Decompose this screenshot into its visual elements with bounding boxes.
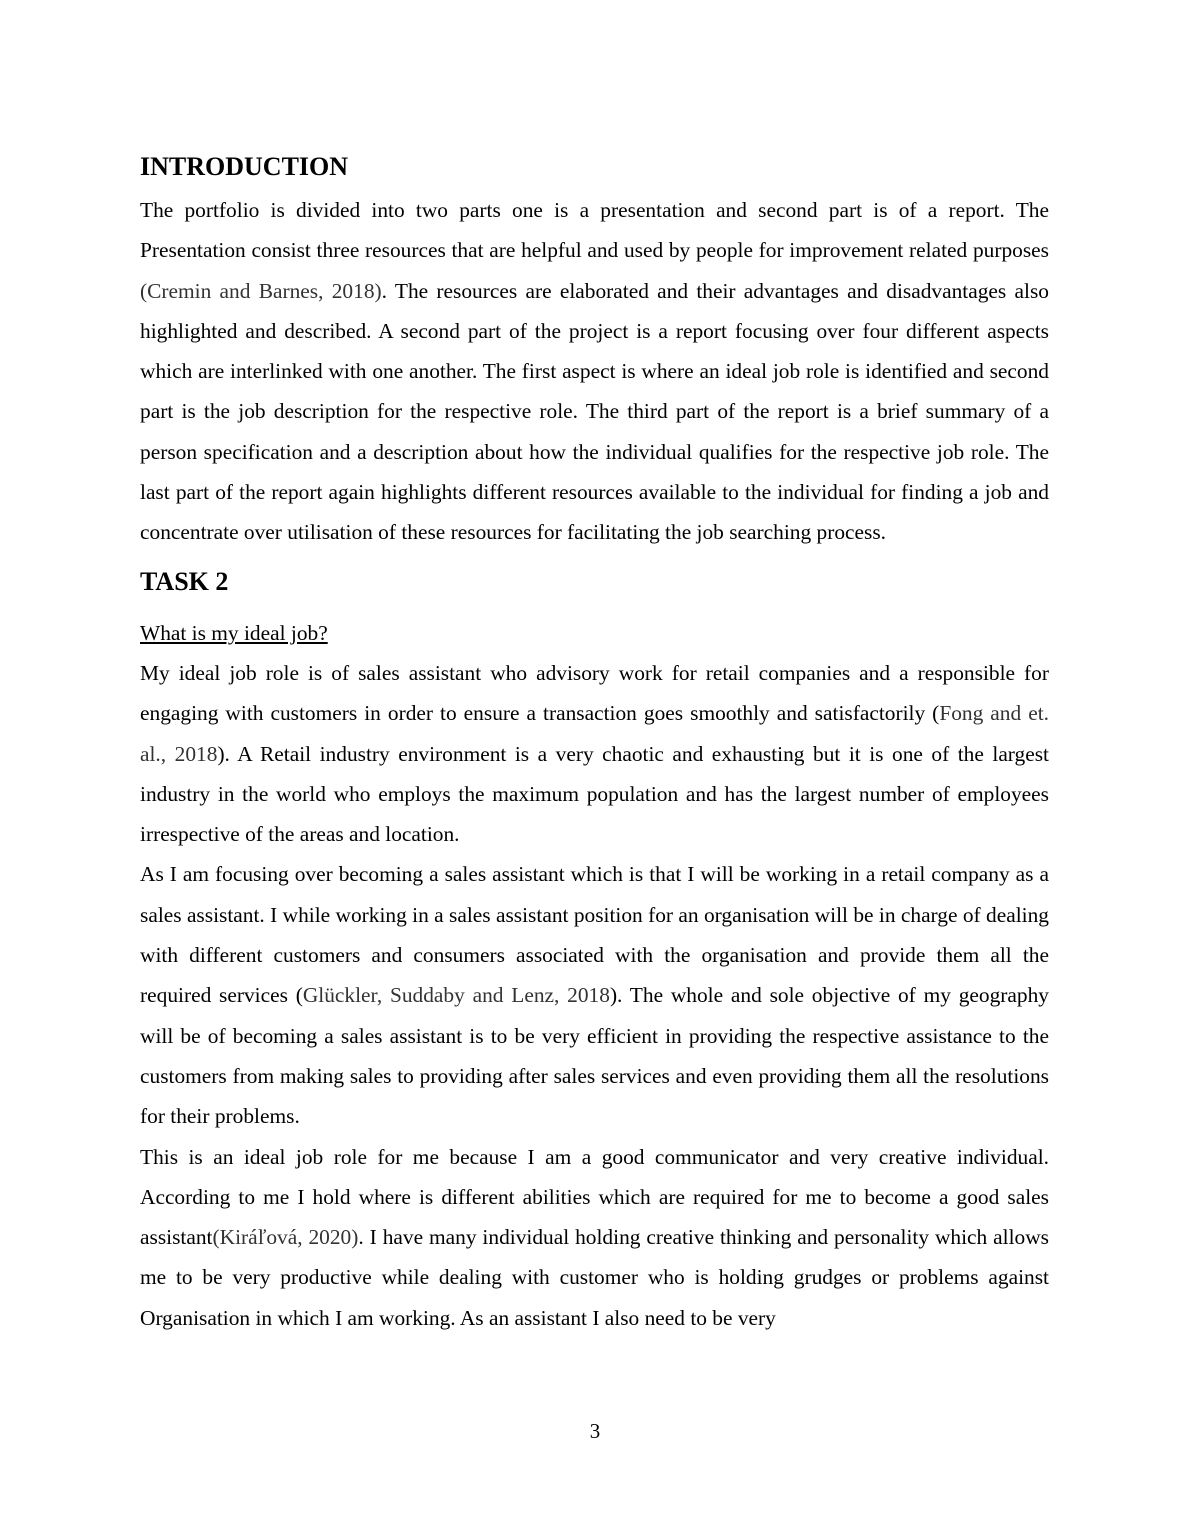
task2-paragraph-2 <box>140 854 1049 1136</box>
introduction-paragraph <box>140 190 1049 553</box>
task2-p2-text-1: As I am focusing over becoming a sales assistant which is that I will be working in a retail company as a sales assistant. I while working in a sales assistant position for an organisation will be in charge of dealing with different customers and consumers associated with the organisation and provide them all the required services ( <box>140 862 1049 1008</box>
task2-p1-text-2: ). A Retail industry environment is a very chaotic and exhausting but it is one of the largest industry in the world who employs the maximum population and has the largest number of employees irrespective of the areas and location. <box>140 741 1050 847</box>
task2-p1-text-1: My ideal job role is of sales assistant who advisory work for retail companies and a responsible for engaging with customers in order to ensure a transaction goes smoothly and satisfactorily ( <box>140 660 1049 726</box>
task2-heading: TASK 2 <box>140 566 229 596</box>
citation-gluckler: Glückler, Suddaby and Lenz, 2018 <box>302 983 610 1008</box>
introduction-heading: INTRODUCTION <box>140 152 349 181</box>
citation-fong: Fong and et. al., 2018 <box>140 701 1049 766</box>
intro-text-2: . The resources are elaborated and their advantages and disadvantages also highlighted and described. A second part of the project is a report focusing over four different aspects which are interlinked with one another. The first aspect is where an ideal job role is identified and second part is the job description for the respective role. The third part of the report is a brief summary of a person specification and a description about how the individual qualifies for the respective job role. The last part of the report again highlights different resources available to the individual for finding a job and concentrate over utilisation of these resources for facilitating the job searching process. <box>140 278 1049 545</box>
ideal-job-subheading: What is my ideal job? <box>140 620 328 645</box>
citation-cremin-barnes: (Cremin and Barnes, 2018) <box>140 278 382 303</box>
intro-text-1: The portfolio is divided into two parts one is a presentation and second part is of a report. The Presentation consist three resources that are helpful and used by people for improvement related purposes <box>140 198 1049 263</box>
citation-kiralova: (Kiráľová, 2020) <box>212 1225 359 1250</box>
page-number: 3 <box>589 1419 601 1443</box>
task2-p3-text-2: . I have many individual holding creative thinking and personality which allows me to be very productive while dealing with customer who is holding grudges or problems against Organisation in which I am working. As an assistant I also need to be very <box>140 1225 1050 1330</box>
task2-p3-text-1: This is an ideal job role for me because I am a good communicator and very creative individual. According to me I hold where is different abilities which are required for me to become a good sales assistant <box>140 1144 1049 1250</box>
task2-p2-text-2: ). The whole and sole objective of my geography will be of becoming a sales assistant is to be very efficient in providing the respective assistance to the customers from making sales to providing after sales services and even providing them all the resolutions for their problems. <box>140 983 1049 1129</box>
task2-paragraph-1 <box>140 653 1049 854</box>
document-page <box>140 148 1049 1338</box>
task2-paragraph-3 <box>140 1137 1049 1338</box>
